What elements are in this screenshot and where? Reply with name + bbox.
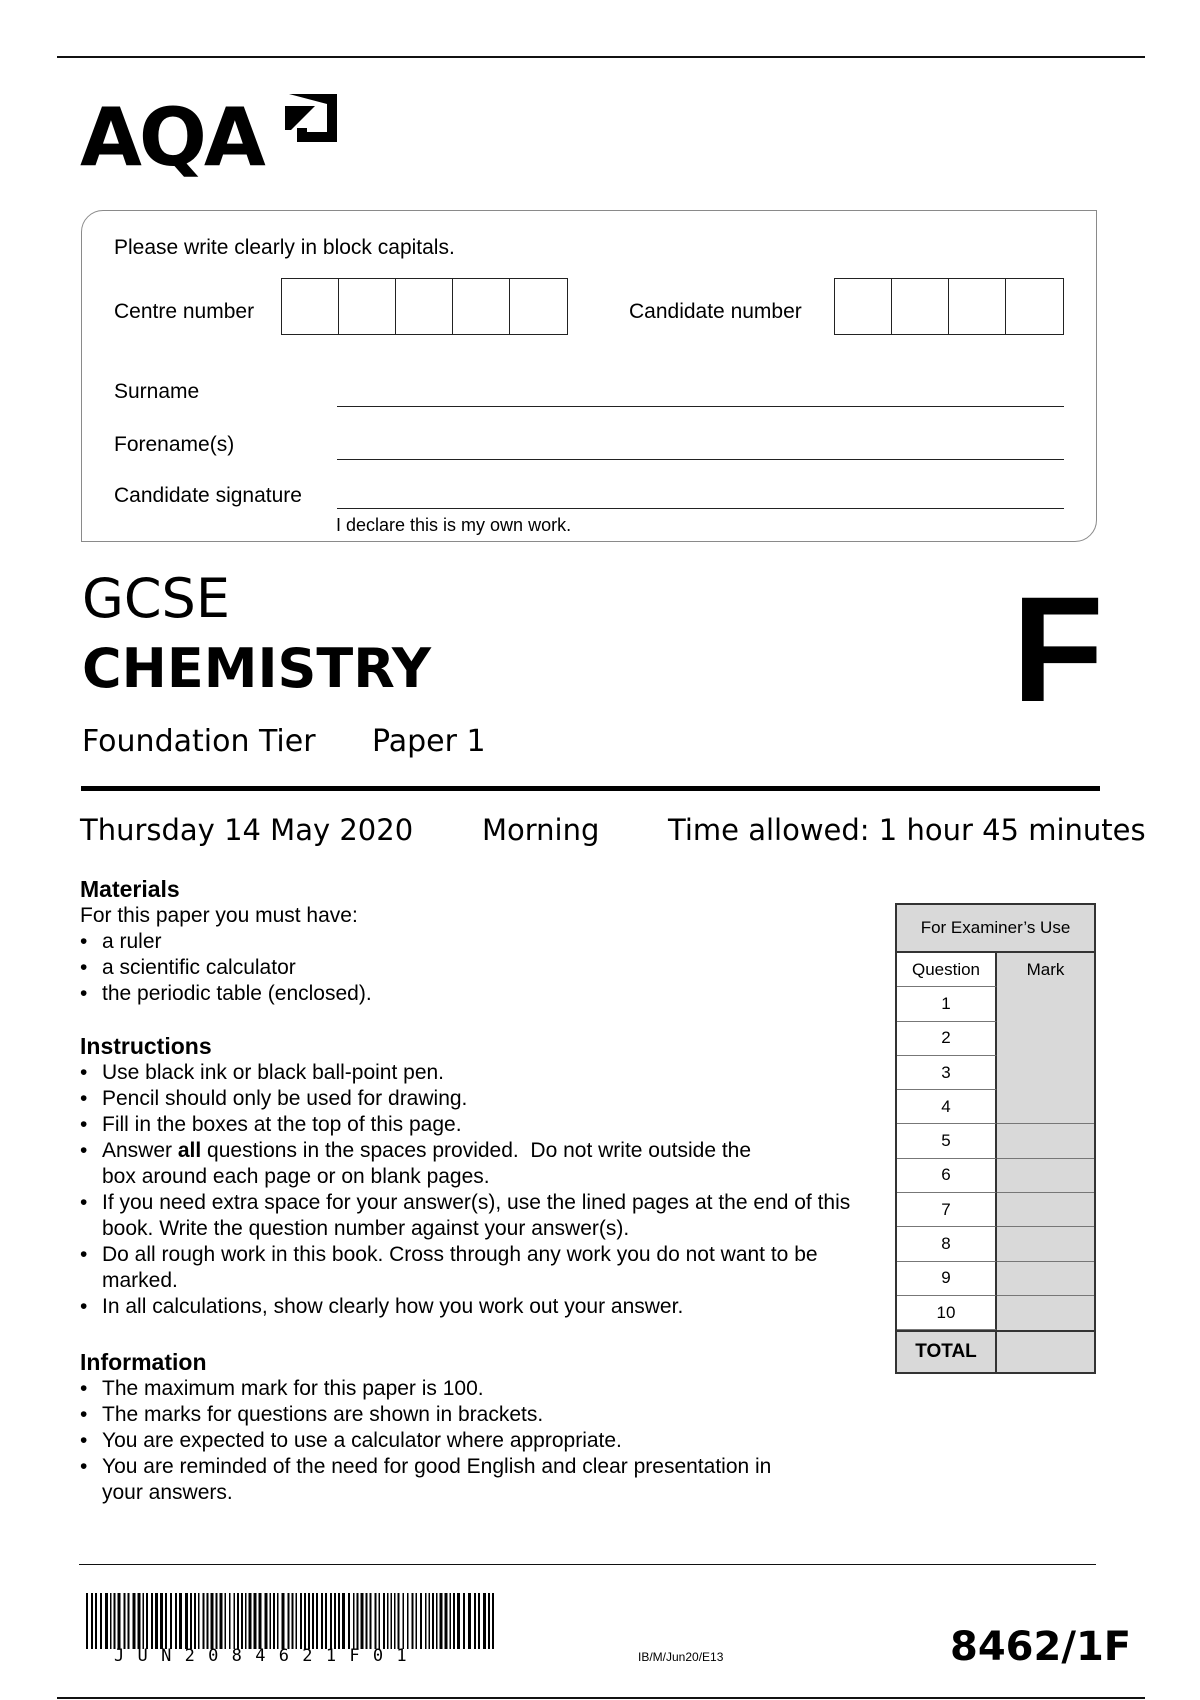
centre-digit-box[interactable] [339, 279, 396, 334]
mark-cell [997, 1159, 1094, 1193]
question-number: 6 [897, 1159, 997, 1193]
list-item: • Fill in the boxes at the top of this page. [80, 1112, 860, 1138]
footer-rule [79, 1564, 1096, 1565]
mark-cell [997, 1193, 1094, 1227]
list-item: • If you need extra space for your answer(s), use the lined pages at the end of this book. Write the question number against your answer(s). [80, 1190, 882, 1242]
candidate-digit-box[interactable] [835, 279, 892, 334]
paper-label: Paper 1 [372, 724, 486, 759]
examiner-table-title: For Examiner’s Use [897, 905, 1094, 953]
list-item: • In all calculations, show clearly how you work out your answer. [80, 1294, 860, 1320]
exam-date: Thursday 14 May 2020 [80, 813, 414, 847]
centre-digit-box[interactable] [453, 279, 510, 334]
subject-title: CHEMISTRY [82, 637, 431, 700]
materials-list [80, 929, 860, 1007]
table-row [897, 1296, 1094, 1330]
table-row [897, 1056, 1094, 1090]
forename-label: Forename(s) [114, 433, 235, 456]
exam-session: Morning [482, 813, 600, 847]
list-item: • the periodic table (enclosed). [80, 981, 860, 1007]
mark-cell [997, 1262, 1094, 1296]
question-number: 4 [897, 1090, 997, 1124]
list-item: • Answer all questions in the spaces provided. Do not write outside the box around each page or on blank pages. [80, 1138, 762, 1190]
materials-section [80, 876, 860, 1007]
question-number: 5 [897, 1124, 997, 1158]
mark-cell [997, 1056, 1094, 1090]
block-capitals-instruction: Please write clearly in block capitals. [114, 236, 455, 259]
centre-number-label: Centre number [114, 300, 255, 323]
list-item: • The maximum mark for this paper is 100. [80, 1376, 860, 1402]
question-number: 3 [897, 1056, 997, 1090]
mark-cell [997, 987, 1094, 1021]
materials-title: Materials [80, 876, 180, 902]
question-number: 2 [897, 1022, 997, 1056]
total-label: TOTAL [897, 1332, 997, 1372]
total-mark-cell [997, 1332, 1094, 1372]
mark-cell [997, 1090, 1094, 1124]
table-row [897, 1262, 1094, 1296]
paper-code: 8462/1F [950, 1624, 1132, 1670]
centre-number-field[interactable] [281, 278, 568, 335]
forename-field[interactable] [337, 459, 1064, 460]
table-row [897, 1022, 1094, 1056]
list-item: • a ruler [80, 929, 860, 955]
table-row [897, 1090, 1094, 1124]
qualification-title: GCSE [82, 567, 230, 630]
instructions-section [80, 1033, 860, 1320]
question-number: 8 [897, 1227, 997, 1261]
list-item: • You are reminded of the need for good English and clear presentation in your answers. [80, 1454, 802, 1506]
logo-mark-icon [283, 92, 339, 148]
instructions-title: Instructions [80, 1033, 212, 1059]
list-item: • Do all rough work in this book. Cross through any work you do not want to be marked. [80, 1242, 822, 1294]
top-rule [57, 56, 1145, 58]
instructions-list [80, 1060, 860, 1320]
centre-digit-box[interactable] [396, 279, 453, 334]
list-item: • Pencil should only be used for drawing. [80, 1086, 860, 1112]
table-row [897, 1193, 1094, 1227]
barcode-text: JUN2084621F01 [114, 1646, 420, 1666]
bottom-rule [57, 1697, 1145, 1699]
total-row [897, 1330, 1094, 1372]
time-allowed: Time allowed: 1 hour 45 minutes [668, 813, 1146, 847]
mark-cell [997, 1296, 1094, 1330]
tier-label: Foundation Tier [82, 724, 316, 759]
question-number: 10 [897, 1296, 997, 1330]
question-column-header: Question [897, 953, 997, 987]
signature-field[interactable] [337, 508, 1064, 509]
materials-intro: For this paper you must have: [80, 904, 358, 927]
table-row [897, 1227, 1094, 1261]
mark-cell [997, 1022, 1094, 1056]
information-title: Information [80, 1349, 207, 1375]
barcode-image [86, 1593, 496, 1649]
candidate-digit-box[interactable] [949, 279, 1006, 334]
information-list [80, 1376, 860, 1506]
declaration-text: I declare this is my own work. [336, 515, 572, 535]
table-row [897, 1159, 1094, 1193]
surname-label: Surname [114, 380, 200, 403]
centre-digit-box[interactable] [282, 279, 339, 334]
list-item: • The marks for questions are shown in brackets. [80, 1402, 860, 1428]
mark-cell [997, 1227, 1094, 1261]
aqa-logo [80, 92, 340, 188]
list-item: • Use black ink or black ball-point pen. [80, 1060, 860, 1086]
examiner-use-table [895, 903, 1096, 1374]
question-number: 1 [897, 987, 997, 1021]
mark-column-header: Mark [997, 953, 1094, 987]
list-item: • a scientific calculator [80, 955, 860, 981]
logo-text: AQA [80, 91, 263, 184]
table-row [897, 987, 1094, 1021]
title-divider [81, 786, 1100, 791]
information-section [80, 1349, 860, 1506]
centre-digit-box[interactable] [510, 279, 567, 334]
table-row [897, 1124, 1094, 1158]
candidate-digit-box[interactable] [892, 279, 949, 334]
candidate-digit-box[interactable] [1006, 279, 1063, 334]
candidate-number-label: Candidate number [629, 300, 802, 323]
list-item: • You are expected to use a calculator where appropriate. [80, 1428, 860, 1454]
surname-field[interactable] [337, 406, 1064, 407]
mark-cell [997, 1124, 1094, 1158]
candidate-number-field[interactable] [834, 278, 1064, 335]
question-number: 9 [897, 1262, 997, 1296]
question-number: 7 [897, 1193, 997, 1227]
signature-label: Candidate signature [114, 484, 302, 507]
document-reference: IB/M/Jun20/E13 [638, 1650, 724, 1664]
table-header-row [897, 953, 1094, 987]
tier-letter: F [1012, 565, 1104, 733]
